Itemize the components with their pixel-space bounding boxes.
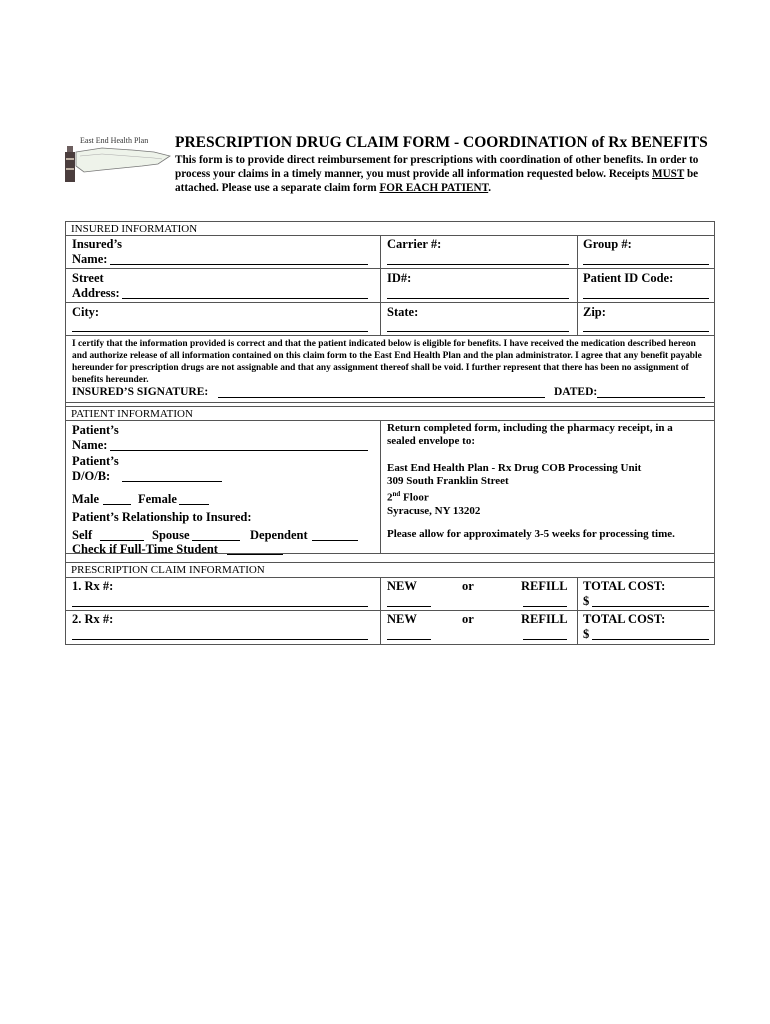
relationship-label: Patient’s Relationship to Insured: <box>72 510 252 524</box>
zip-label: Zip: <box>583 305 606 319</box>
group-label: Group #: <box>583 237 632 251</box>
address-line-4: Syracuse, NY 13202 <box>387 504 481 517</box>
rx2-field[interactable] <box>72 639 368 640</box>
carrier-label: Carrier #: <box>387 237 442 251</box>
rx2-or-label: or <box>462 612 474 626</box>
intro-line-1: This form is to provide direct reimbursement for prescriptions with coordination of other benefits. In order to <box>175 154 699 166</box>
certification-text: I certify that the information provided is correct and that the patient indicated below is eligible for benefits. I have received the medication described hereon and authorize release of all information contained on this claim form to the East End Health Plan and the plan administrator. I agree that any benefit payable hereunder for prescription drugs are not assignable and that any assignment thereof shall be void. I further represent that there has been no assignment of benefits hereunder. <box>72 339 702 385</box>
address-line-3: 2nd Floor <box>387 490 429 504</box>
patient-section-header: PATIENT INFORMATION <box>71 408 193 420</box>
patient-name-label: Patient’s Name: <box>72 423 119 452</box>
rx1-new-label: NEW <box>387 579 417 593</box>
dependent-field[interactable] <box>312 540 358 541</box>
patient-dob-label: Patient’s D/O/B: <box>72 454 119 483</box>
patient-id-code-field[interactable] <box>583 298 709 299</box>
claim-form <box>65 221 715 645</box>
rx1-total-cost-label: TOTAL COST: <box>583 579 666 593</box>
fulltime-student-field[interactable] <box>227 554 283 555</box>
rx1-field[interactable] <box>72 606 368 607</box>
rx1-total-cost-field[interactable] <box>592 606 709 607</box>
east-end-health-plan-logo <box>62 134 174 186</box>
claims-section-header: PRESCRIPTION CLAIM INFORMATION <box>71 564 265 576</box>
self-label: Self <box>72 528 93 542</box>
rx1-new-field[interactable] <box>387 606 431 607</box>
spouse-label: Spouse <box>152 528 190 542</box>
dated-field[interactable] <box>597 397 705 398</box>
street-address-label: Street Address: <box>72 271 120 300</box>
intro-line-2a: process your claims in a timely manner, you must provide all information requested below. Receipts <box>175 168 653 180</box>
insured-signature-label: INSURED’S SIGNATURE: <box>72 386 209 398</box>
rx2-total-cost-field[interactable] <box>592 639 709 640</box>
patient-id-code-label: Patient ID Code: <box>583 271 674 285</box>
rx2-label: 2. Rx #: <box>72 612 114 626</box>
mailing-address <box>387 462 641 518</box>
male-checkbox-field[interactable] <box>103 504 131 505</box>
form-title: PRESCRIPTION DRUG CLAIM FORM - COORDINATION of Rx BENEFITS <box>175 134 708 151</box>
self-field[interactable] <box>100 540 144 541</box>
rx1-label: 1. Rx #: <box>72 579 114 593</box>
female-checkbox-field[interactable] <box>179 504 209 505</box>
fulltime-student-label: Check if Full-Time Student <box>72 542 218 556</box>
rx2-new-field[interactable] <box>387 639 431 640</box>
id-field[interactable] <box>387 298 569 299</box>
address-line-2: 309 South Franklin Street <box>387 475 509 487</box>
intro-each-patient: FOR EACH PATIENT <box>379 182 489 194</box>
rx1-dollar-sign: $ <box>583 594 590 608</box>
intro-line-2b: be <box>684 168 699 180</box>
insured-name-field[interactable] <box>110 264 368 265</box>
rx1-refill-label: REFILL <box>521 579 568 593</box>
female-label: Female <box>138 492 177 506</box>
intro-must: MUST <box>652 168 685 180</box>
rx2-refill-label: REFILL <box>521 612 568 626</box>
intro-line-3a: attached. Please use a separate claim form <box>175 182 380 194</box>
city-label: City: <box>72 305 100 319</box>
insured-name-label: Insured’s Name: <box>72 237 123 266</box>
patient-dob-field[interactable] <box>122 481 222 482</box>
dated-label: DATED: <box>554 386 598 398</box>
form-instructions <box>175 153 720 195</box>
insured-section-header: INSURED INFORMATION <box>71 223 198 235</box>
id-label: ID#: <box>387 271 412 285</box>
rx2-total-cost-label: TOTAL COST: <box>583 612 666 626</box>
dependent-label: Dependent <box>250 528 308 542</box>
state-field[interactable] <box>387 331 569 332</box>
rx1-or-label: or <box>462 579 474 593</box>
rx2-dollar-sign: $ <box>583 627 590 641</box>
city-field[interactable] <box>72 331 368 332</box>
address-line-1: East End Health Plan - Rx Drug COB Processing Unit <box>387 462 642 474</box>
male-label: Male <box>72 492 100 506</box>
zip-field[interactable] <box>583 331 709 332</box>
rx1-refill-field[interactable] <box>523 606 567 607</box>
street-address-field[interactable] <box>122 298 368 299</box>
rx2-new-label: NEW <box>387 612 417 626</box>
group-field[interactable] <box>583 264 709 265</box>
patient-name-field[interactable] <box>110 450 368 451</box>
logo-text: East End Health Plan <box>80 136 149 145</box>
intro-line-3b: . <box>488 182 492 194</box>
state-label: State: <box>387 305 419 319</box>
processing-time-note: Please allow for approximately 3-5 weeks for processing time. <box>387 528 675 540</box>
rx2-refill-field[interactable] <box>523 639 567 640</box>
insured-signature-field[interactable] <box>218 397 545 398</box>
spouse-field[interactable] <box>192 540 240 541</box>
carrier-field[interactable] <box>387 264 569 265</box>
return-instructions: Return completed form, including the pharmacy receipt, in a sealed envelope to: <box>387 422 673 447</box>
